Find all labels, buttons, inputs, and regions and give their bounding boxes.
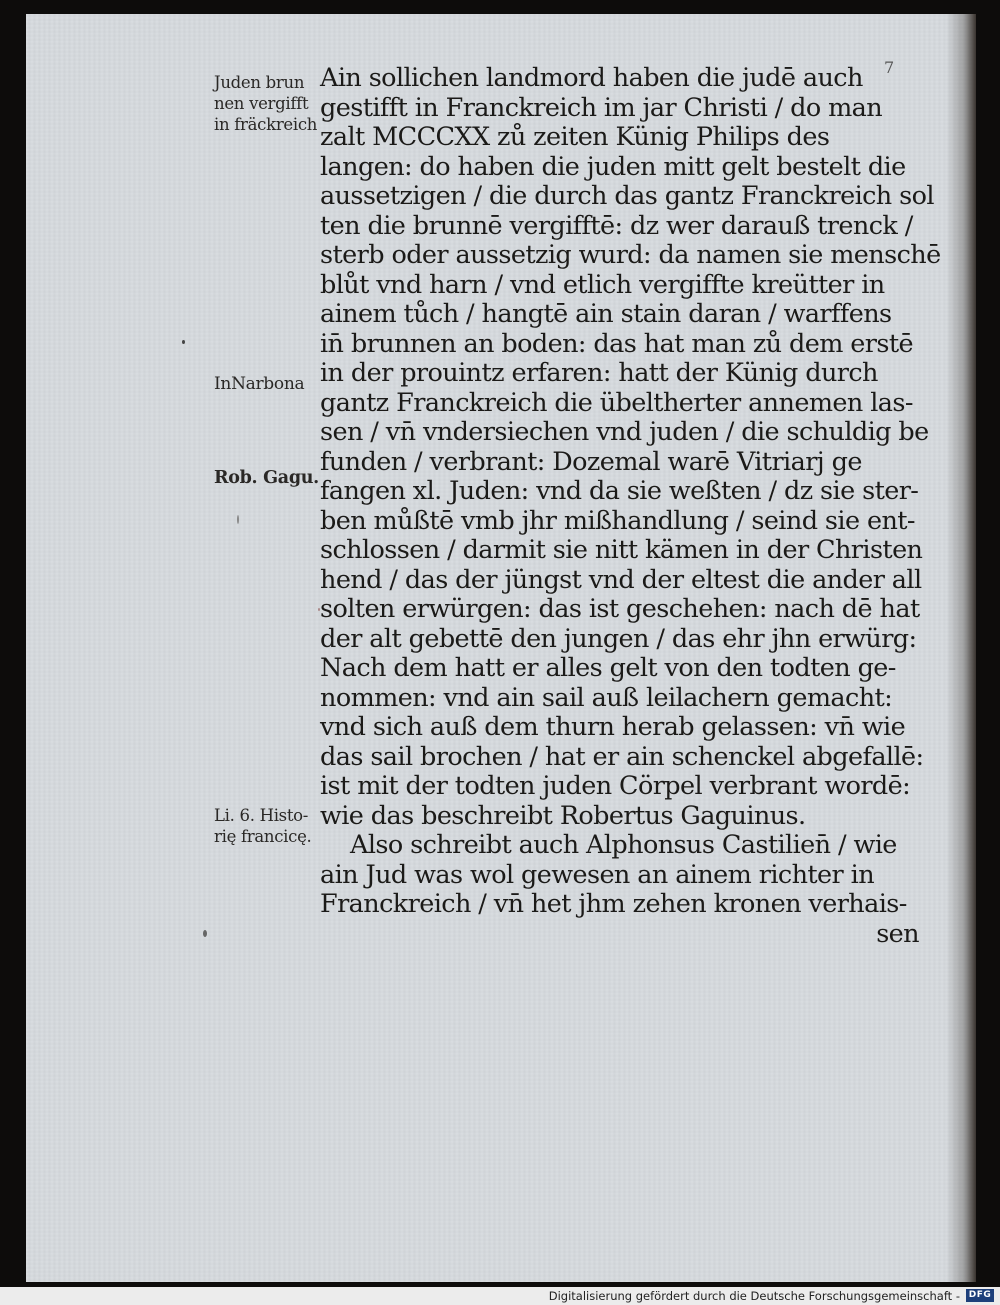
catchword: sen: [876, 918, 919, 949]
funding-credit: Digitalisierung gefördert durch die Deutsche Forschungsgemeinschaft -: [548, 1289, 960, 1303]
text-line: langen: do haben die juden mitt gelt bestelt die: [320, 151, 906, 182]
text-line: Nach dem hatt er alles gelt von den todten ge-: [320, 653, 896, 683]
ink-speck: [237, 515, 239, 524]
text-line: ist mit der todten juden Cörpel verbrant wordē:: [320, 771, 911, 801]
margin-note-line: in fräckreich: [214, 115, 318, 134]
margin-note-juden-brunnen: [214, 72, 317, 135]
text-line: hend / das der jüngst vnd der eltest die ander all: [320, 564, 922, 595]
ink-speck: [182, 340, 185, 344]
margin-note-line: Juden brun: [214, 73, 305, 92]
text-line: Franckreich / vn̄ het jhm zehen kronen verhais-: [320, 889, 907, 919]
text-line: sen / vn̄ vndersiechen vnd juden / die schuldig be: [320, 417, 929, 447]
text-line: fangen xl. Juden: vnd da sie weßten / dz sie ster-: [320, 476, 919, 506]
text-line: ain Jud was wol gewesen an ainem richter in: [320, 859, 875, 890]
text-line: vnd sich auß dem thurn herab gelassen: vn̄ wie: [320, 712, 906, 742]
text-line: gantz Franckreich die übeltherter annemen las-: [320, 387, 913, 418]
margin-note-line: nen vergifft: [214, 94, 309, 113]
text-line: funden / verbrant: Dozemal warē Vitriarj ge: [320, 446, 862, 477]
margin-note-rob-gagu: Rob. Gagu.: [214, 468, 319, 488]
page-corner-mark: 7: [884, 58, 895, 77]
text-line: ben můßtē vmb jhr mißhandlung / seind sie ent-: [320, 505, 915, 536]
text-line: Also schreibt auch Alphonsus Castilien̄ / wie: [350, 830, 897, 860]
ink-speck: [203, 930, 207, 937]
text-line: ten die brunnē vergifftē: dz wer darauß trenck /: [320, 210, 913, 241]
main-text-block: [320, 63, 941, 949]
text-line: in der prouintz erfaren: hatt der Künig durch: [320, 358, 878, 388]
margin-note-narbona: InNarbona: [214, 374, 305, 394]
text-line: blůt vnd harn / vnd etlich vergiffte kreütter in: [320, 269, 885, 300]
text-line: schlossen / darmit sie nitt kämen in der Christen: [320, 535, 923, 565]
footer-bar: [0, 1287, 1000, 1305]
margin-note-line: rię francicę.: [214, 827, 312, 846]
text-line: gestifft in Franckreich im jar Christi / do man: [320, 92, 883, 123]
text-line: nommen: vnd ain sail auß leilachern gemacht:: [320, 682, 893, 713]
dfg-logo: DFG: [966, 1289, 994, 1302]
text-line: aussetzigen / die durch das gantz Franckreich sol: [320, 181, 934, 211]
text-line: der alt gebettē den jungen / das ehr jhn erwürg:: [320, 623, 917, 654]
text-line: in̄ brunnen an boden: das hat man zů dem erstē: [320, 328, 914, 359]
text-line: solten erwürgen: das ist geschehen: nach dē hat: [320, 594, 920, 624]
text-line: ainem tůch / hangtē ain stain daran / warffens: [320, 299, 892, 329]
text-line: wie das beschreibt Robertus Gaguinus.: [320, 800, 806, 831]
margin-note-historia: [214, 805, 312, 847]
margin-note-line: Li. 6. Histo-: [214, 806, 309, 825]
page-gutter-shadow: [946, 14, 976, 1282]
text-line: das sail brochen / hat er ain schenckel abgefallē:: [320, 741, 924, 772]
text-line: sterb oder aussetzig wurd: da namen sie menschē: [320, 240, 941, 270]
text-line: zalt MCCCXX zů zeiten Künig Philips des: [320, 122, 830, 152]
text-line: Ain sollichen landmord haben die judē auch: [320, 63, 863, 93]
